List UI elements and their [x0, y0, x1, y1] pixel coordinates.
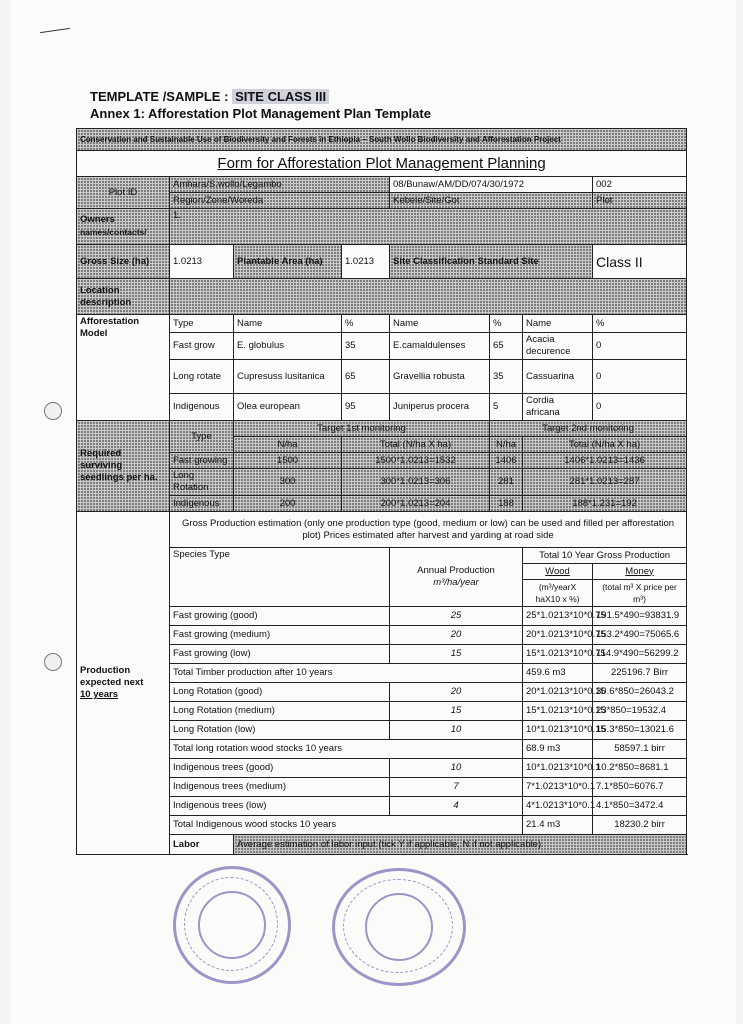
prod-money[interactable]: 23*850=19532.4 — [593, 702, 687, 721]
prod-wood[interactable]: 15*1.0213*10*0.15 — [523, 702, 593, 721]
prod-annual[interactable]: 10 — [390, 721, 523, 740]
production-label-line1: Production — [80, 665, 131, 676]
prod-wood[interactable]: 10*1.0213*10*0.15 — [523, 721, 593, 740]
prod-head-species: Species Type — [170, 548, 390, 607]
punch-hole — [44, 402, 62, 420]
stamp-text-ring — [184, 877, 278, 971]
prod-species: Indigenous trees (good) — [170, 759, 390, 778]
production-label-line3: 10 years — [80, 689, 119, 700]
prod-money[interactable]: 4.1*850=3472.4 — [593, 797, 687, 816]
model-head-name: Name — [390, 315, 490, 333]
prod-money[interactable]: 114.9*490=56299.2 — [593, 645, 687, 664]
prod-species: Fast growing (low) — [170, 645, 390, 664]
labor-note: Average estimation of labor input (tick Y if applicable, N if not applicable) — [234, 835, 687, 855]
prod-annual[interactable]: 15 — [390, 702, 523, 721]
prod-wood[interactable]: 10*1.0213*10*0.1 — [523, 759, 593, 778]
prod-species: Long Rotation (low) — [170, 721, 390, 740]
annual-label: Annual Production — [417, 565, 495, 576]
model-type: Indigenous — [170, 394, 234, 421]
production-label — [77, 512, 170, 855]
model-type: Long rotate — [170, 360, 234, 394]
location-value[interactable] — [170, 279, 687, 315]
surv-n1[interactable]: 1500 — [234, 453, 342, 469]
species-name[interactable]: E. globulus — [234, 333, 342, 360]
species-name[interactable]: Gravellia robusta — [390, 360, 490, 394]
plot-id-label: Plot ID — [77, 177, 170, 209]
official-stamp — [332, 868, 466, 986]
plantable-area-value[interactable]: 1.0213 — [342, 245, 390, 279]
surv-t1[interactable]: 1500*1.0213=1532 — [342, 453, 490, 469]
surv-n2[interactable]: 1406 — [490, 453, 523, 469]
owners-value[interactable]: 1. — [170, 209, 687, 245]
species-name[interactable]: Cupresuss lusitanica — [234, 360, 342, 394]
species-name[interactable]: E.camaldulenses — [390, 333, 490, 360]
prod-wood[interactable]: 4*1.0213*10*0.1 — [523, 797, 593, 816]
species-pct[interactable]: 0 — [593, 394, 687, 421]
gross-size-label: Gross Size (ha) — [77, 245, 170, 279]
prod-annual[interactable]: 20 — [390, 626, 523, 645]
surv-n1[interactable]: 300 — [234, 469, 342, 496]
species-name[interactable]: Acacia decurence — [523, 333, 593, 360]
management-form — [76, 128, 687, 855]
surv-n1[interactable]: 200 — [234, 496, 342, 512]
model-head-name: Name — [523, 315, 593, 333]
afforestation-model-label: Afforestation Model — [77, 315, 170, 421]
plantable-area-label: Plantable Area (ha) — [234, 245, 342, 279]
prod-species: Fast growing (good) — [170, 607, 390, 626]
surv-n2[interactable]: 188 — [490, 496, 523, 512]
annex-title: Annex 1: Afforestation Plot Management Plan Template — [90, 106, 431, 121]
template-heading — [90, 89, 329, 104]
surv-head-total: Total (N/ha X ha) — [523, 437, 687, 453]
labor-label: Labor — [170, 835, 234, 855]
species-pct[interactable]: 0 — [593, 333, 687, 360]
species-pct[interactable]: 65 — [490, 333, 523, 360]
prod-total-wood[interactable]: 68.9 m3 — [523, 740, 593, 759]
prod-species: Fast growing (medium) — [170, 626, 390, 645]
surv-head-nha: N/ha — [234, 437, 342, 453]
form-title: Form for Afforestation Plot Management Planning — [77, 151, 687, 177]
prod-money[interactable]: 10.2*850=8681.1 — [593, 759, 687, 778]
surv-t1[interactable]: 200*1.0213=204 — [342, 496, 490, 512]
surv-head-type: Type — [170, 421, 234, 453]
prod-annual[interactable]: 20 — [390, 683, 523, 702]
production-note: Gross Production estimation (only one production type (good, medium or low) can be used and filled per afforestation plot) Prices estimated after harvest and yarding at road side — [170, 512, 687, 548]
prod-head-wood: Wood — [523, 564, 593, 580]
prod-species: Long Rotation (good) — [170, 683, 390, 702]
model-type: Fast grow — [170, 333, 234, 360]
surviving-seedlings-label: Required surviving seedlings per ha. — [77, 421, 170, 512]
prod-species: Indigenous trees (low) — [170, 797, 390, 816]
plot-value[interactable]: 002 — [593, 177, 687, 193]
surv-t2[interactable]: 281*1.0213=287 — [523, 469, 687, 496]
prod-total-wood[interactable]: 459.6 m3 — [523, 664, 593, 683]
template-label: TEMPLATE /SAMPLE : — [90, 89, 229, 104]
species-name[interactable]: Cassuarina — [523, 360, 593, 394]
annual-unit: m³/ha/year — [433, 577, 479, 588]
surv-type: Long Rotation — [170, 469, 234, 496]
owners-label — [77, 209, 170, 245]
surv-n2[interactable]: 281 — [490, 469, 523, 496]
production-label-line2: expected next — [80, 677, 144, 688]
plot-label: Plot — [593, 193, 687, 209]
prod-wood[interactable]: 7*1.0213*10*0.1 — [523, 778, 593, 797]
species-name[interactable]: Juniperus procera — [390, 394, 490, 421]
model-head-type: Type — [170, 315, 234, 333]
kebele-value[interactable]: 08/Bunaw/AM/DD/074/30/1972 — [390, 177, 593, 193]
prod-total-money[interactable]: 58597.1 birr — [593, 740, 687, 759]
species-pct[interactable]: 5 — [490, 394, 523, 421]
prod-wood[interactable]: 20*1.0213*10*0.75 — [523, 626, 593, 645]
surv-type: Indigenous — [170, 496, 234, 512]
surv-t2[interactable]: 188*1.231=192 — [523, 496, 687, 512]
species-pct[interactable]: 35 — [342, 333, 390, 360]
owners-text: Owners — [80, 214, 115, 225]
model-head-pct: % — [593, 315, 687, 333]
prod-annual[interactable]: 4 — [390, 797, 523, 816]
prod-head-money: Money — [593, 564, 687, 580]
project-title: Conservation and Sustainable Use of Biodiversity and Forests in Ethiopia – South Wollo Biodiversity and Afforestation Project — [77, 129, 687, 151]
species-pct[interactable]: 95 — [342, 394, 390, 421]
prod-total-label: Total Indigenous wood stocks 10 years — [170, 816, 523, 835]
site-class-value[interactable]: Class II — [593, 245, 687, 279]
prod-total-label: Total Timber production after 10 years — [170, 664, 523, 683]
official-stamp — [173, 866, 291, 984]
site-classification-label: Site Classification Standard Site — [390, 245, 593, 279]
prod-annual[interactable]: 7 — [390, 778, 523, 797]
owners-sub: names/contacts/ — [80, 227, 147, 237]
species-name[interactable]: Olea european — [234, 394, 342, 421]
model-head-pct: % — [490, 315, 523, 333]
prod-species: Long Rotation (medium) — [170, 702, 390, 721]
prod-total-label: Total long rotation wood stocks 10 years — [170, 740, 523, 759]
prod-wood[interactable]: 20*1.0213*10*0.15 — [523, 683, 593, 702]
prod-money[interactable]: 30.6*850=26043.2 — [593, 683, 687, 702]
prod-head-total: Total 10 Year Gross Production — [523, 548, 687, 564]
species-pct[interactable]: 0 — [593, 360, 687, 394]
prod-wood[interactable]: 25*1.0213*10*0.75 — [523, 607, 593, 626]
species-name[interactable]: Cordia africana — [523, 394, 593, 421]
punch-hole — [44, 653, 62, 671]
surv-type: Fast growing — [170, 453, 234, 469]
model-head-pct: % — [342, 315, 390, 333]
prod-annual[interactable]: 25 — [390, 607, 523, 626]
surv-head-nha: N/ha — [490, 437, 523, 453]
surv-t2[interactable]: 1406*1.0213=1436 — [523, 453, 687, 469]
species-pct[interactable]: 65 — [342, 360, 390, 394]
prod-total-money[interactable]: 225196.7 Birr — [593, 664, 687, 683]
prod-total-money[interactable]: 18230.2 birr — [593, 816, 687, 835]
prod-total-wood[interactable]: 21.4 m3 — [523, 816, 593, 835]
prod-wood[interactable]: 15*1.0213*10*0.75 — [523, 645, 593, 664]
surv-head-target2: Target 2nd monitoring — [490, 421, 687, 437]
prod-head-wood-unit: (m³/yearX haX10 x %) — [523, 580, 593, 607]
kebele-label: Kebele/Site/Got — [390, 193, 593, 209]
surv-head-total: Total (N/ha X ha) — [342, 437, 490, 453]
surv-head-target1: Target 1st monitoring — [234, 421, 490, 437]
prod-money[interactable]: 15.3*850=13021.6 — [593, 721, 687, 740]
species-pct[interactable]: 35 — [490, 360, 523, 394]
site-class-label: SITE CLASS III — [232, 89, 329, 104]
prod-head-annual — [390, 548, 523, 607]
region-value[interactable]: Amhara/S.wollo/Legambo — [170, 177, 390, 193]
region-label: Region/Zone/Woreda — [170, 193, 390, 209]
prod-money[interactable]: 7.1*850=6076.7 — [593, 778, 687, 797]
model-head-name: Name — [234, 315, 342, 333]
surv-t1[interactable]: 300*1.0213=306 — [342, 469, 490, 496]
location-label: Location description — [77, 279, 170, 315]
prod-annual[interactable]: 15 — [390, 645, 523, 664]
gross-size-value[interactable]: 1.0213 — [170, 245, 234, 279]
prod-annual[interactable]: 10 — [390, 759, 523, 778]
prod-money[interactable]: 191.5*490=93831.9 — [593, 607, 687, 626]
prod-species: Indigenous trees (medium) — [170, 778, 390, 797]
prod-money[interactable]: 153.2*490=75065.6 — [593, 626, 687, 645]
stamp-text-ring — [343, 879, 453, 973]
prod-head-money-unit: (total m³ X price per m³) — [593, 580, 687, 607]
